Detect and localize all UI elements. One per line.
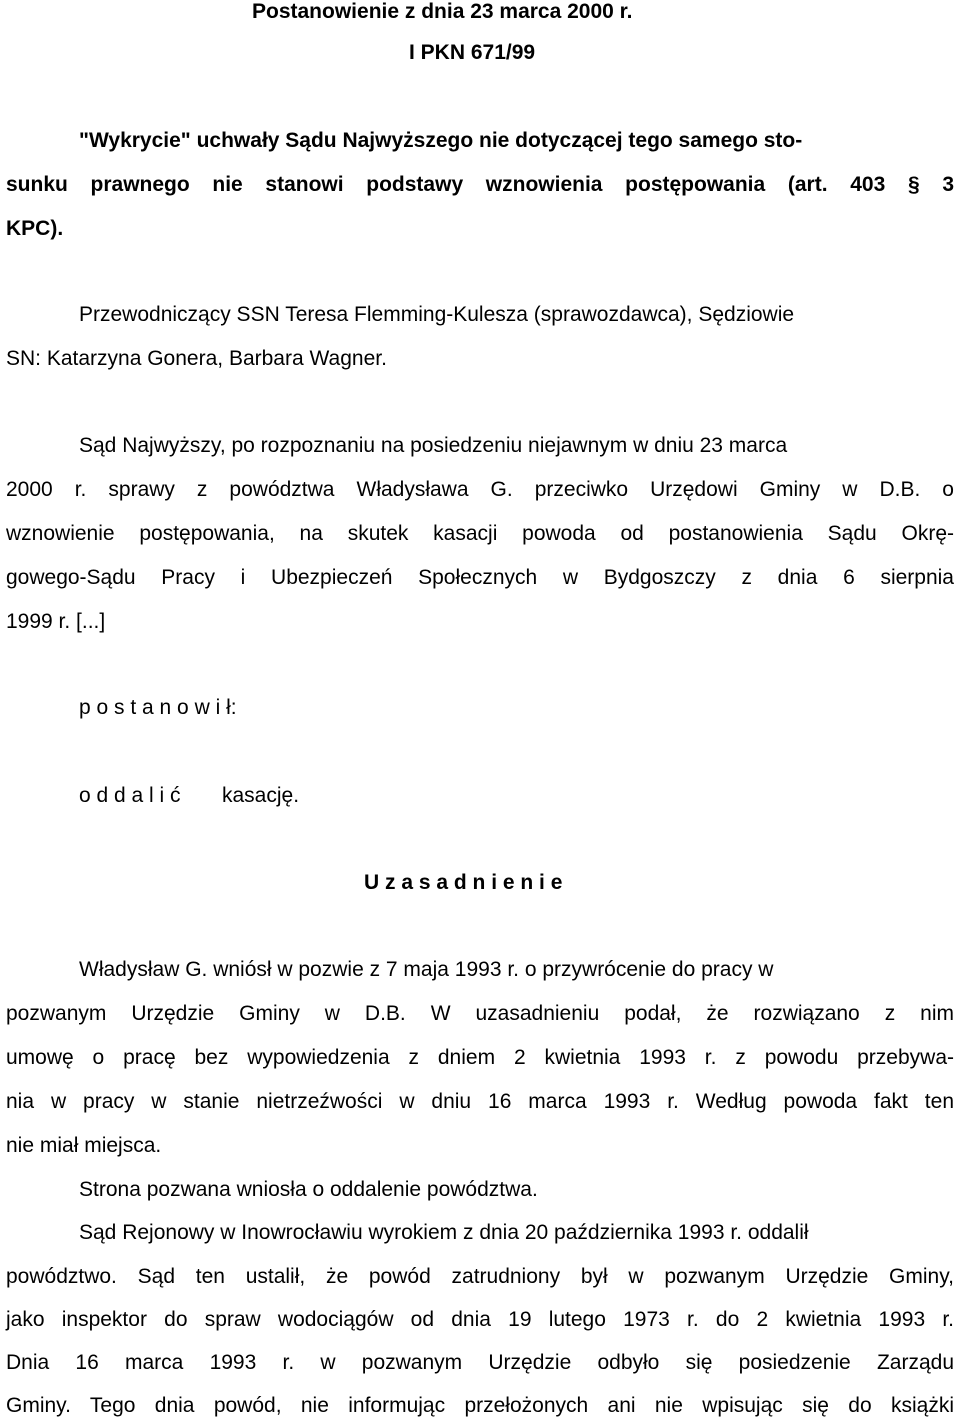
justification-line-9: jako inspektor do spraw wodociągów od dnia 19 lutego 1973 r. do 2 kwietnia 1993 r. [6,1308,954,1331]
thesis-line-1: "Wykrycie" uchwały Sądu Najwyższego nie dotyczącej tego samego sto- [79,129,803,152]
composition-line-2: SN: Katarzyna Gonera, Barbara Wagner. [6,347,387,370]
justification-line-8: powództwo. Sąd ten ustalił, że powód zatrudniony był w pozwanym Urzędzie Gminy, [6,1265,954,1288]
justification-line-5: nie miał miejsca. [6,1134,162,1157]
justification-line-1: Władysław G. wniósł w pozwie z 7 maja 1993 r. o przywrócenie do pracy w [79,958,774,981]
ruling-label: p o s t a n o w i ł: [79,696,237,719]
justification-line-4: nia w pracy w stanie nietrzeźwości w dniu 16 marca 1993 r. Według powoda fakt ten [6,1090,954,1113]
composition-line-1: Przewodniczący SSN Teresa Flemming-Kulesza (sprawozdawca), Sędziowie [79,303,795,326]
ruling-decision-word: o d d a l i ć [79,784,181,807]
justification-line-2: pozwanym Urzędzie Gminy w D.B. W uzasadnieniu podał, że rozwiązano z nim [6,1002,954,1025]
intro-line-5: 1999 r. [...] [6,610,106,633]
case-number: I PKN 671/99 [409,41,536,64]
justification-line-3: umowę o pracę bez wypowiedzenia z dniem 2 kwietnia 1993 r. z powodu przebywa- [6,1046,954,1069]
ruling-decision-object: kasację. [222,784,300,807]
intro-line-2: 2000 r. sprawy z powództwa Władysława G. przeciwko Urzędowi Gminy w D.B. o [6,478,954,501]
thesis-line-3: KPC). [6,217,64,240]
document-title: Postanowienie z dnia 23 marca 2000 r. [252,0,633,23]
thesis-line-2: sunku prawnego nie stanowi podstawy wznowienia postępowania (art. 403 § 3 [6,173,954,196]
justification-line-6: Strona pozwana wniosła o oddalenie powództwa. [79,1178,538,1201]
justification-line-11: Gminy. Tego dnia powód, nie informując przełożonych ani nie wpisując się do książki [6,1394,954,1417]
intro-line-3: wznowienie postępowania, na skutek kasacji powoda od postanowienia Sądu Okrę- [6,522,954,545]
intro-line-1: Sąd Najwyższy, po rozpoznaniu na posiedzeniu niejawnym w dniu 23 marca [79,434,788,457]
intro-line-4: gowego-Sądu Pracy i Ubezpieczeń Społecznych w Bydgoszczy z dnia 6 sierpnia [6,566,954,589]
justification-line-7: Sąd Rejonowy w Inowrocławiu wyrokiem z dnia 20 października 1993 r. oddalił [79,1221,809,1244]
justification-heading: U z a s a d n i e n i e [364,871,563,894]
justification-line-10: Dnia 16 marca 1993 r. w pozwanym Urzędzie odbyło się posiedzenie Zarządu [6,1351,954,1374]
